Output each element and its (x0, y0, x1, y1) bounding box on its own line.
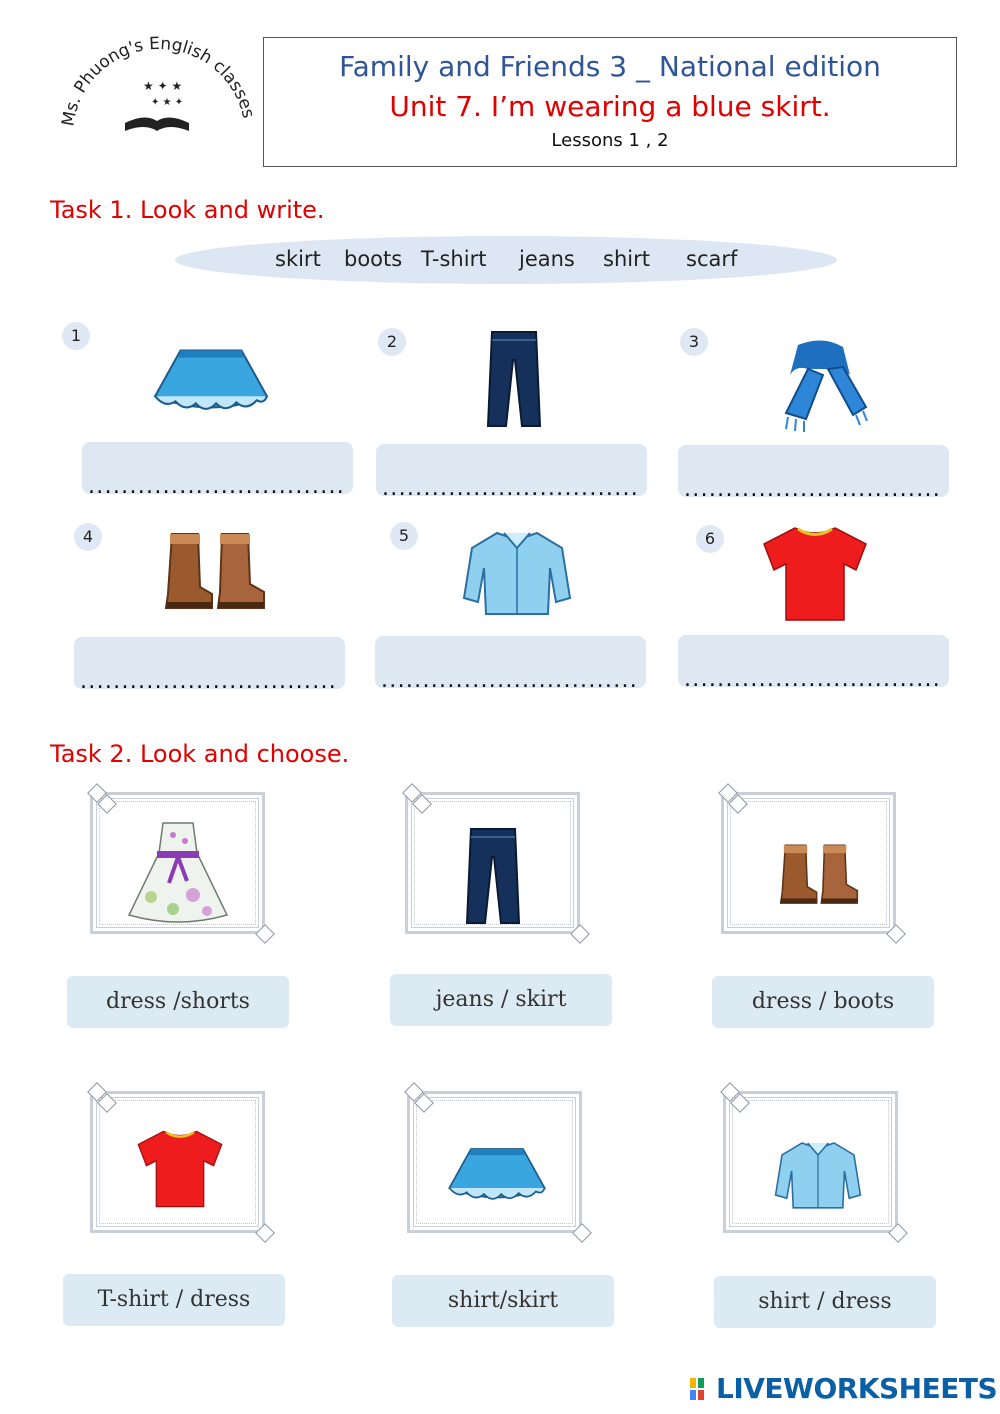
answer-dots: ............................... (684, 479, 942, 501)
answer-field[interactable] (376, 444, 647, 500)
word-bank (175, 236, 837, 284)
item-number: 3 (680, 328, 708, 356)
tshirt-icon (135, 1128, 225, 1210)
answer-field[interactable] (678, 445, 949, 501)
answer-field[interactable] (82, 442, 353, 498)
jeans-icon (463, 827, 523, 927)
answer-dots: ............................... (381, 670, 639, 692)
boots-icon (160, 532, 270, 612)
word-bank-item: T-shirt (421, 247, 487, 271)
word-bank-item: scarf (686, 247, 738, 271)
shirt-icon (462, 528, 572, 618)
choice-option[interactable]: jeans / skirt (390, 974, 612, 1026)
task1-title: Task 1. Look and write. (50, 196, 325, 224)
task2-title: Task 2. Look and choose. (50, 740, 350, 768)
word-bank-item: jeans (519, 247, 575, 271)
picture-frame (723, 1091, 898, 1233)
logo-icon (55, 35, 260, 150)
choice-option[interactable]: dress / boots (712, 976, 934, 1028)
lessons-label: Lessons 1 , 2 (551, 130, 669, 151)
answer-dots: ............................... (382, 478, 640, 500)
svg-text:✦ ★ ✦: ✦ ★ ✦ (151, 97, 184, 108)
item-number: 5 (390, 522, 418, 550)
choice-option[interactable]: T-shirt / dress (63, 1274, 285, 1326)
item-number: 1 (62, 322, 90, 350)
jeans-icon (483, 330, 545, 430)
skirt-icon (445, 1144, 549, 1206)
choice-option[interactable]: shirt/skirt (392, 1275, 614, 1327)
logo (55, 35, 260, 150)
header-box (263, 37, 957, 167)
picture-frame (90, 1091, 265, 1233)
word-bank-item: shirt (603, 247, 650, 271)
answer-field[interactable] (375, 636, 646, 692)
answer-dots: ............................... (684, 669, 942, 691)
choice-option[interactable]: shirt / dress (714, 1276, 936, 1328)
liveworksheets-brand[interactable]: LIVEWORKSHEETS (716, 1372, 998, 1405)
answer-field[interactable] (678, 635, 949, 691)
tshirt-icon (760, 524, 870, 624)
dress-icon (123, 817, 233, 927)
logo-text: Ms. Phuong's English classes (58, 35, 259, 128)
shirt-icon (774, 1138, 862, 1212)
item-number: 6 (696, 525, 724, 553)
worksheet-title: Family and Friends 3 _ National edition (339, 50, 881, 83)
picture-frame (721, 792, 896, 934)
unit-title: Unit 7. I’m wearing a blue skirt. (389, 90, 831, 123)
picture-frame (407, 1091, 582, 1233)
picture-frame (405, 792, 580, 934)
item-number: 4 (74, 523, 102, 551)
svg-text:★ ✦ ★: ★ ✦ ★ (143, 79, 183, 93)
liveworksheets-logo-icon (690, 1378, 718, 1402)
scarf-icon (768, 335, 868, 435)
answer-dots: ............................... (80, 671, 338, 693)
answer-dots: ............................... (88, 476, 346, 498)
word-bank-item: boots (344, 247, 403, 271)
answer-field[interactable] (74, 637, 345, 693)
item-number: 2 (378, 328, 406, 356)
choice-option[interactable]: dress /shorts (67, 976, 289, 1028)
skirt-icon (150, 345, 272, 417)
word-bank-item: skirt (275, 247, 321, 271)
picture-frame (90, 792, 265, 934)
boots-icon (776, 843, 862, 907)
